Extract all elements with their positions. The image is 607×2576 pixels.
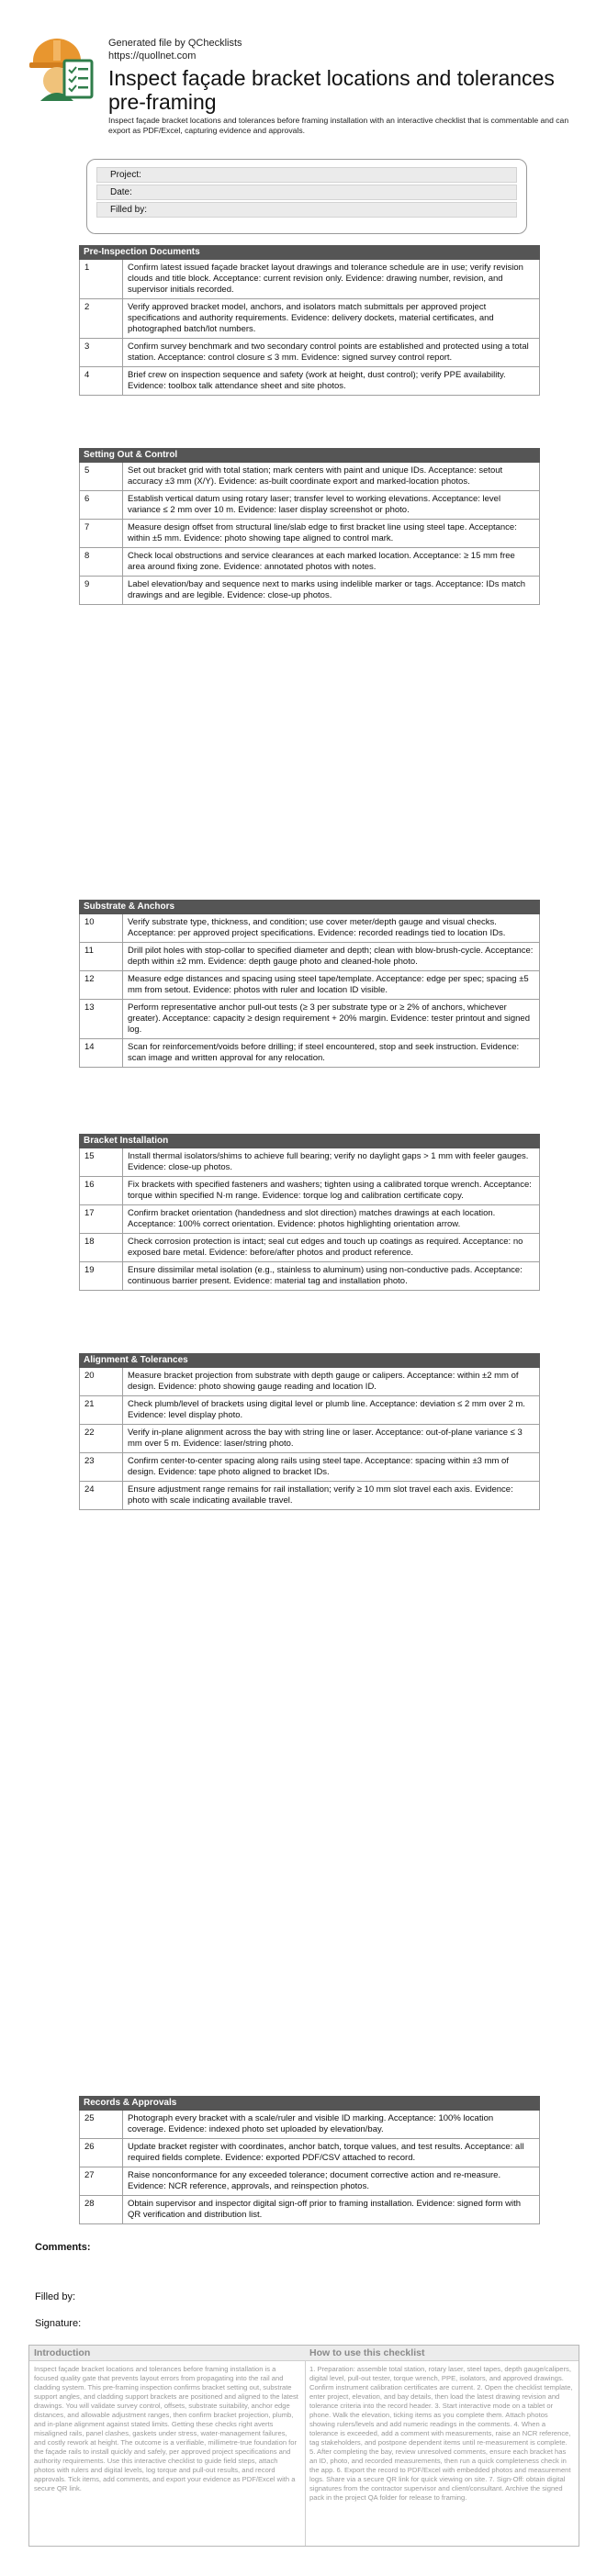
- section-setting-out-control: [79, 448, 540, 605]
- introduction-text: Inspect façade bracket locations and tolerances before framing installation is a focused quality gate that prevents layout errors from propagating into the rail and cladding system. This pre-framing inspection confirms bracket setting out, substrate support angles, and cladding support brackets are positioned and aligned to the latest drawings. You will validate survey control, offsets, substrate suitability, anchor edge distances, and allowable adjustment ranges, then confirm bracket projection, plumb, and in-plane alignment against stated limits. Getting these checks right averts misaligned rails, panel clashes, gaskets under stress, water-management failures, and costly rework at height. The outcome is a verifiable, millimetre-true foundation for the façade rails to install quickly and safely, per approved project specifications and authority requirements. Use this interactive checklist to guide field steps, attach photos with rulers and digital levels, log torque and pull-out results, and record approvals. Tick items, add comments, and export your evidence as PDF/Excel with a secure QR link.: [34, 2365, 298, 2492]
- item-text: Measure edge distances and spacing using steel tape/template. Acceptance: edge per spec; spacing ±5 mm from setout. Evidence: photos with ruler and location ID visible.: [128, 974, 529, 995]
- item-number: 15: [80, 1148, 123, 1176]
- section-bracket-installation: [79, 1134, 540, 1291]
- item-number: 8: [80, 548, 123, 576]
- checklist-item[interactable]: [79, 1262, 540, 1291]
- item-number: 10: [80, 914, 123, 942]
- checklist-item[interactable]: [79, 520, 540, 548]
- checklist-item[interactable]: [79, 1177, 540, 1205]
- item-text: Confirm latest issued façade bracket layout drawings and tolerance schedule are in use; verify revision clouds and title block. Acceptance: current revision only. Evidence: drawing number, revision, and supervisor initials recorded.: [128, 263, 523, 295]
- item-number: 25: [80, 2111, 123, 2138]
- item-text: Ensure adjustment range remains for rail installation; verify ≥ 10 mm slot travel each axis. Evidence: photo with scale indicating available travel.: [128, 1484, 513, 1506]
- checklist-item[interactable]: [79, 1453, 540, 1482]
- item-number: 7: [80, 520, 123, 547]
- item-text: Raise nonconformance for any exceeded tolerance; document corrective action and re-measure. Evidence: NCR reference, approvals, and reinspection photos.: [128, 2170, 501, 2191]
- checklist-item[interactable]: [79, 2139, 540, 2167]
- item-number: 16: [80, 1177, 123, 1204]
- item-text: Install thermal isolators/shims to achieve full bearing; verify no daylight gaps > 1 mm with feeler gauges. Evidence: close-up photos.: [128, 1151, 529, 1172]
- item-number: 21: [80, 1396, 123, 1424]
- section-header: Alignment & Tolerances: [79, 1353, 540, 1368]
- checklist-item[interactable]: [79, 1425, 540, 1453]
- checklist-item[interactable]: [79, 914, 540, 943]
- introduction-heading: Introduction: [29, 2346, 305, 2361]
- checklist-item[interactable]: [79, 1148, 540, 1177]
- checklist-item[interactable]: [79, 971, 540, 1000]
- item-text: Scan for reinforcement/voids before drilling; if steel encountered, stop and seek instruction. Evidence: scan image and written approval for any relocation.: [128, 1042, 520, 1063]
- how-to-column: [305, 2346, 579, 2546]
- checklist-item[interactable]: [79, 2196, 540, 2224]
- item-number: 17: [80, 1205, 123, 1233]
- item-number: 26: [80, 2139, 123, 2167]
- checklist-item[interactable]: [79, 2111, 540, 2139]
- how-to-heading: How to use this checklist: [305, 2346, 579, 2361]
- checklist-item[interactable]: [79, 1205, 540, 1234]
- item-number: 18: [80, 1234, 123, 1261]
- section-header: Pre-Inspection Documents: [79, 245, 540, 260]
- item-number: 2: [80, 299, 123, 338]
- section-substrate-anchors: [79, 900, 540, 1068]
- item-text: Update bracket register with coordinates, anchor batch, torque values, and test results. Acceptance: all required fields complete. Evidence: exported PDF/CSV attached to record.: [128, 2142, 524, 2163]
- item-number: 28: [80, 2196, 123, 2223]
- checklist-item[interactable]: [79, 548, 540, 577]
- comments-label: Comments:: [35, 2242, 91, 2253]
- checklist-item[interactable]: [79, 1368, 540, 1396]
- item-text: Check local obstructions and service clearances at each marked location. Acceptance: ≥ 15 mm free area around fixing zone. Evidence: annotated photos with notes.: [128, 551, 515, 572]
- generated-by-note: [108, 37, 242, 62]
- introduction-column: [29, 2346, 306, 2546]
- item-text: Drill pilot holes with stop-collar to specified diameter and depth; clean with blow-brush-cycle. Acceptance: depth within ±2 mm. Evidence: depth gauge photo and cleaned-hole photo.: [128, 946, 534, 967]
- item-number: 3: [80, 339, 123, 366]
- item-text: Measure design offset from structural line/slab edge to first bracket line using steel tape. Acceptance: within ±5 mm. Evidence: photo showing tape aligned to control mark.: [128, 522, 517, 543]
- item-text: Verify substrate type, thickness, and condition; use cover meter/depth gauge and visual checks. Acceptance: per approved project specifications. Evidence: recorded readings tied to location IDs.: [128, 917, 506, 938]
- item-text: Brief crew on inspection sequence and safety (work at height, dust control); verify PPE availability. Evidence: toolbox talk attendance sheet and site photos.: [128, 370, 506, 391]
- item-text: Obtain supervisor and inspector digital sign-off prior to framing installation. Evidence: signed form with QR verification and distribution list.: [128, 2199, 522, 2220]
- item-number: 5: [80, 463, 123, 490]
- item-text: Measure bracket projection from substrate with depth gauge or calipers. Acceptance: within ±2 mm of design. Evidence: photo showing gauge reading and location ID.: [128, 1371, 519, 1392]
- item-number: 20: [80, 1368, 123, 1395]
- filled-by-field[interactable]: [96, 202, 517, 218]
- section-header: Bracket Installation: [79, 1134, 540, 1148]
- generated-by-text: Generated file by QChecklists: [108, 38, 242, 49]
- item-number: 24: [80, 1482, 123, 1509]
- item-text: Verify approved bracket model, anchors, and isolators match submittals per approved project specifications and authority requirements. Evidence: delivery dockets, material certificates, and photographed batch/lot numbers.: [128, 302, 494, 334]
- checklist-item[interactable]: [79, 1396, 540, 1425]
- page-title: Inspect façade bracket locations and tolerances pre-framing: [108, 66, 555, 114]
- checklist-item[interactable]: [79, 1482, 540, 1510]
- checklist-item[interactable]: [79, 260, 540, 299]
- section-alignment-tolerances: [79, 1353, 540, 1510]
- item-number: 22: [80, 1425, 123, 1452]
- item-number: 1: [80, 260, 123, 298]
- item-text: Set out bracket grid with total station; mark centers with paint and unique IDs. Acceptance: setout accuracy ±3 mm (X/Y). Evidence: as-built coordinate export and marked-location photos.: [128, 465, 503, 487]
- checklist-item[interactable]: [79, 577, 540, 605]
- item-number: 23: [80, 1453, 123, 1481]
- signature-label: Signature:: [35, 2318, 82, 2329]
- project-label: Project:: [110, 170, 141, 180]
- project-info-box: [86, 159, 527, 234]
- checklist-item[interactable]: [79, 1000, 540, 1039]
- checklist-item[interactable]: [79, 491, 540, 520]
- item-text: Check plumb/level of brackets using digital level or plumb line. Acceptance: deviation ≤ 2 mm over 2 m. Evidence: level display photo.: [128, 1399, 525, 1420]
- footer-filled-by-label: Filled by:: [35, 2291, 76, 2302]
- item-text: Establish vertical datum using rotary laser; transfer level to working elevations. Acceptance: level variance ≤ 2 mm over 10 m. Evidence: laser display screenshot or photo.: [128, 494, 501, 515]
- checklist-item[interactable]: [79, 1234, 540, 1262]
- item-text: Perform representative anchor pull-out tests (≥ 3 per substrate type or ≥ 2% of anchors, whichever greater). Acceptance: capacity ≥ design requirement + 20% margin. Evidence: tester printout and signed log.: [128, 1002, 530, 1035]
- section-records-approvals: [79, 2096, 540, 2224]
- item-text: Fix brackets with specified fasteners and washers; tighten using a calibrated torque wrench. Acceptance: torque within specified N·m range. Evidence: torque log and calibration certificate copy.: [128, 1180, 532, 1201]
- item-text: Confirm center-to-center spacing along rails using steel tape. Acceptance: spacing within ±3 mm of design. Evidence: tape photo aligned to bracket IDs.: [128, 1456, 509, 1477]
- item-text: Confirm survey benchmark and two secondary control points are established and protected using a total station. Acceptance: control closure ≤ 3 mm. Evidence: signed survey control report.: [128, 342, 529, 363]
- item-number: 14: [80, 1039, 123, 1067]
- section-header: Records & Approvals: [79, 2096, 540, 2111]
- section-header: Setting Out & Control: [79, 448, 540, 463]
- date-label: Date:: [110, 187, 132, 197]
- how-to-text: 1. Preparation: assemble total station, rotary laser, steel tapes, depth gauge/calipers, digital level, pull-out tester, torque wrench, PPE, isolators, and approved drawings. Confirm instrument calibration certificates are current. 2. Open the checklist template, enter project, elevation, and bay details, then load the latest drawing revision and tolerance criteria into the record header. 3. Start interactive mode on a tablet or phone. Walk the elevation, ticking items as you complete them. Attach photos showing rulers/levels and add numeric readings in the comments. 4. When a tolerance is exceeded, add a comment with measurements, raise an NCR reference, tag stakeholders, and postpone dependent items until re-measurement is complete. 5. After completing the bay, review unresolved comments, ensure each bracket has an ID, photo, and recorded measurements, then run a quick completeness check in the app. 6. Export the record to PDF/Excel with embedded photos and measurement logs. Share via a secure QR link for quick viewing on site. 7. Sign-Off: obtain digital signatures from the contractor supervisor and client/consultant. Archive the signed pack in the project QA folder for release to framing.: [309, 2365, 573, 2502]
- item-number: 6: [80, 491, 123, 519]
- item-text: Label elevation/bay and sequence next to marks using indelible marker or tags. Acceptance: IDs match drawings and are legible. Evidence: close-up photos.: [128, 579, 526, 600]
- item-number: 13: [80, 1000, 123, 1038]
- item-text: Ensure dissimilar metal isolation (e.g., stainless to aluminum) using non-conductive pads. Acceptance: continuous barrier present. Evidence: material tag and installation photo.: [128, 1265, 523, 1286]
- checklist-item[interactable]: [79, 339, 540, 367]
- project-field[interactable]: [96, 167, 517, 183]
- item-number: 9: [80, 577, 123, 604]
- item-text: Photograph every bracket with a scale/ruler and visible ID marking. Acceptance: 100% location coverage. Evidence: indexed photo set uploaded by elevation/bay.: [128, 2113, 494, 2134]
- item-number: 4: [80, 367, 123, 395]
- checklist-item[interactable]: [79, 367, 540, 396]
- checklist-item[interactable]: [79, 463, 540, 491]
- source-url-link[interactable]: https://quollnet.com: [108, 50, 197, 62]
- intro-howto-box: [28, 2345, 579, 2547]
- checklist-item[interactable]: [79, 1039, 540, 1068]
- checklist-item[interactable]: [79, 299, 540, 339]
- item-number: 27: [80, 2167, 123, 2195]
- checklist-item[interactable]: [79, 943, 540, 971]
- filled-by-label: Filled by:: [110, 205, 148, 215]
- section-header: Substrate & Anchors: [79, 900, 540, 914]
- item-text: Verify in-plane alignment across the bay with string line or laser. Acceptance: out-of-plane variance ≤ 3 mm over 5 m. Evidence: laser/string photo.: [128, 1428, 523, 1449]
- item-number: 19: [80, 1262, 123, 1290]
- item-text: Confirm bracket orientation (handedness and slot direction) matches drawings at each location. Acceptance: 100% correct orientation. Evidence: photos highlighting orientation arrow.: [128, 1208, 496, 1229]
- section-pre-inspection-documents: [79, 245, 540, 396]
- item-number: 11: [80, 943, 123, 970]
- page-subtitle: Inspect façade bracket locations and tolerances before framing installation with an interactive checklist that is commentable and can export as PDF/Excel, capturing evidence and approvals.: [108, 116, 569, 135]
- checklist-item[interactable]: [79, 2167, 540, 2196]
- item-text: Check corrosion protection is intact; seal cut edges and touch up coatings as required. Acceptance: no exposed bare metal. Evidence: before/after photos and product reference.: [128, 1237, 523, 1258]
- item-number: 12: [80, 971, 123, 999]
- qchecklists-logo-icon: [29, 33, 94, 101]
- date-field[interactable]: [96, 185, 517, 200]
